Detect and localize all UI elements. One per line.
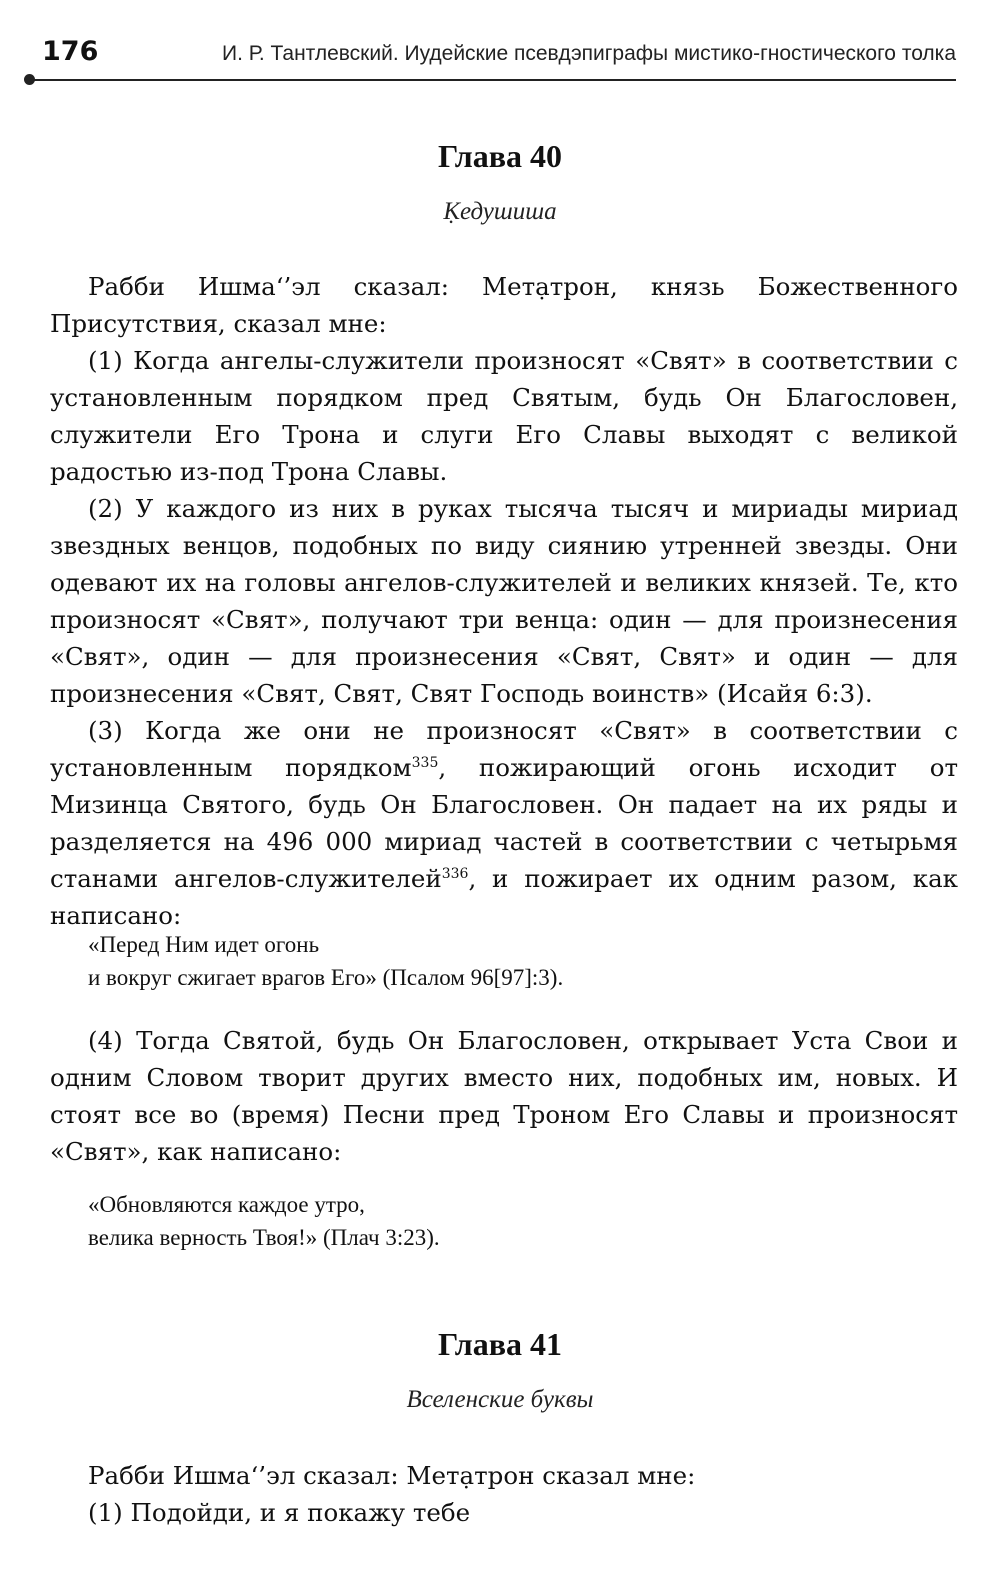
quote-psalm-line-2: и вокруг сжигает врагов Его» (Псалом 96[97]:3). [88, 965, 564, 990]
page-header [30, 34, 956, 74]
footnote-ref-335[interactable]: 335 [411, 754, 439, 771]
chapter-41-body [50, 1457, 958, 1531]
chapter-40-paragraph-1: (1) Когда ангелы-служители произносят «Свят» в соответствии с установленным порядком пред Святым, будь Он Благословен, служители Его Трона и слуги Его Славы выходят с великой радостью из-под Трона Славы. [50, 346, 958, 486]
paragraph-3-part-c: , и пожирает их одним разом, как написано: [50, 864, 958, 930]
chapter-40-body [50, 268, 958, 934]
chapter-41-title: Глава 41 [438, 1326, 562, 1362]
running-head: И. Р. Тантлевский. Иудейские псевдэпиграфы мистико-гностического толка [222, 42, 956, 65]
quote-lamentations-line-1: «Обновляются каждое утро, [88, 1192, 365, 1217]
header-rule [30, 79, 956, 81]
chapter-41-paragraph-1: (1) Подойди, и я покажу тебе [88, 1498, 471, 1527]
header-rule-dot [24, 74, 35, 85]
chapter-40-body-continued [50, 1022, 958, 1170]
quote-lamentations [88, 1188, 788, 1254]
chapter-40-paragraph-3 [50, 712, 958, 934]
chapter-41-intro: Рабби Ишма‘’эл сказал: Метạтрон сказал мне: [88, 1461, 696, 1490]
page-number: 176 [42, 36, 99, 67]
quote-lamentations-line-2: велика верность Твоя!» (Плач 3:23). [88, 1225, 440, 1250]
chapter-40-intro: Рабби Ишма‘’эл сказал: Метạтрон, князь Божественного Присутствия, сказал мне: [50, 272, 958, 338]
quote-psalm [88, 928, 788, 994]
chapter-40-paragraph-2: (2) У каждого из них в руках тысяча тысяч и мириады мириад звездных венцов, подобных по виду сиянию утренней звезды. Они одевают их на головы ангелов-служителей и великих князей. Те, кто произносят «Свят», получают три венца: один — для произнесения «Свят», один — для произнесения «Свят, Свят» и один — для произнесения «Свят, Свят, Свят Господь воинств» (Исайя 6:3). [50, 494, 958, 708]
chapter-41-subtitle: Вселенские буквы [406, 1386, 594, 1413]
paragraph-3-part-b: , пожирающий огонь исходит от Мизинца Святого, будь Он Благословен. Он падает на их ряды и разделяется на 496 000 мириад частей в соответствии с четырьмя станами ангелов-служителей [50, 753, 958, 893]
chapter-40-title: Глава 40 [438, 138, 562, 174]
quote-psalm-line-1: «Перед Ним идет огонь [88, 932, 320, 957]
paragraph-3-part-a: (3) Когда же они не произносят «Свят» в соответствии с установленным порядком [50, 716, 958, 782]
footnote-ref-336[interactable]: 336 [441, 865, 469, 882]
chapter-40-subtitle: Ḳедушиша [443, 198, 557, 225]
chapter-40-paragraph-4: (4) Тогда Святой, будь Он Благословен, открывает Уста Свои и одним Словом творит других вместо них, подобных им, новых. И стоят все во (время) Песни пред Троном Его Славы и произносят «Свят», как написано: [50, 1026, 958, 1166]
